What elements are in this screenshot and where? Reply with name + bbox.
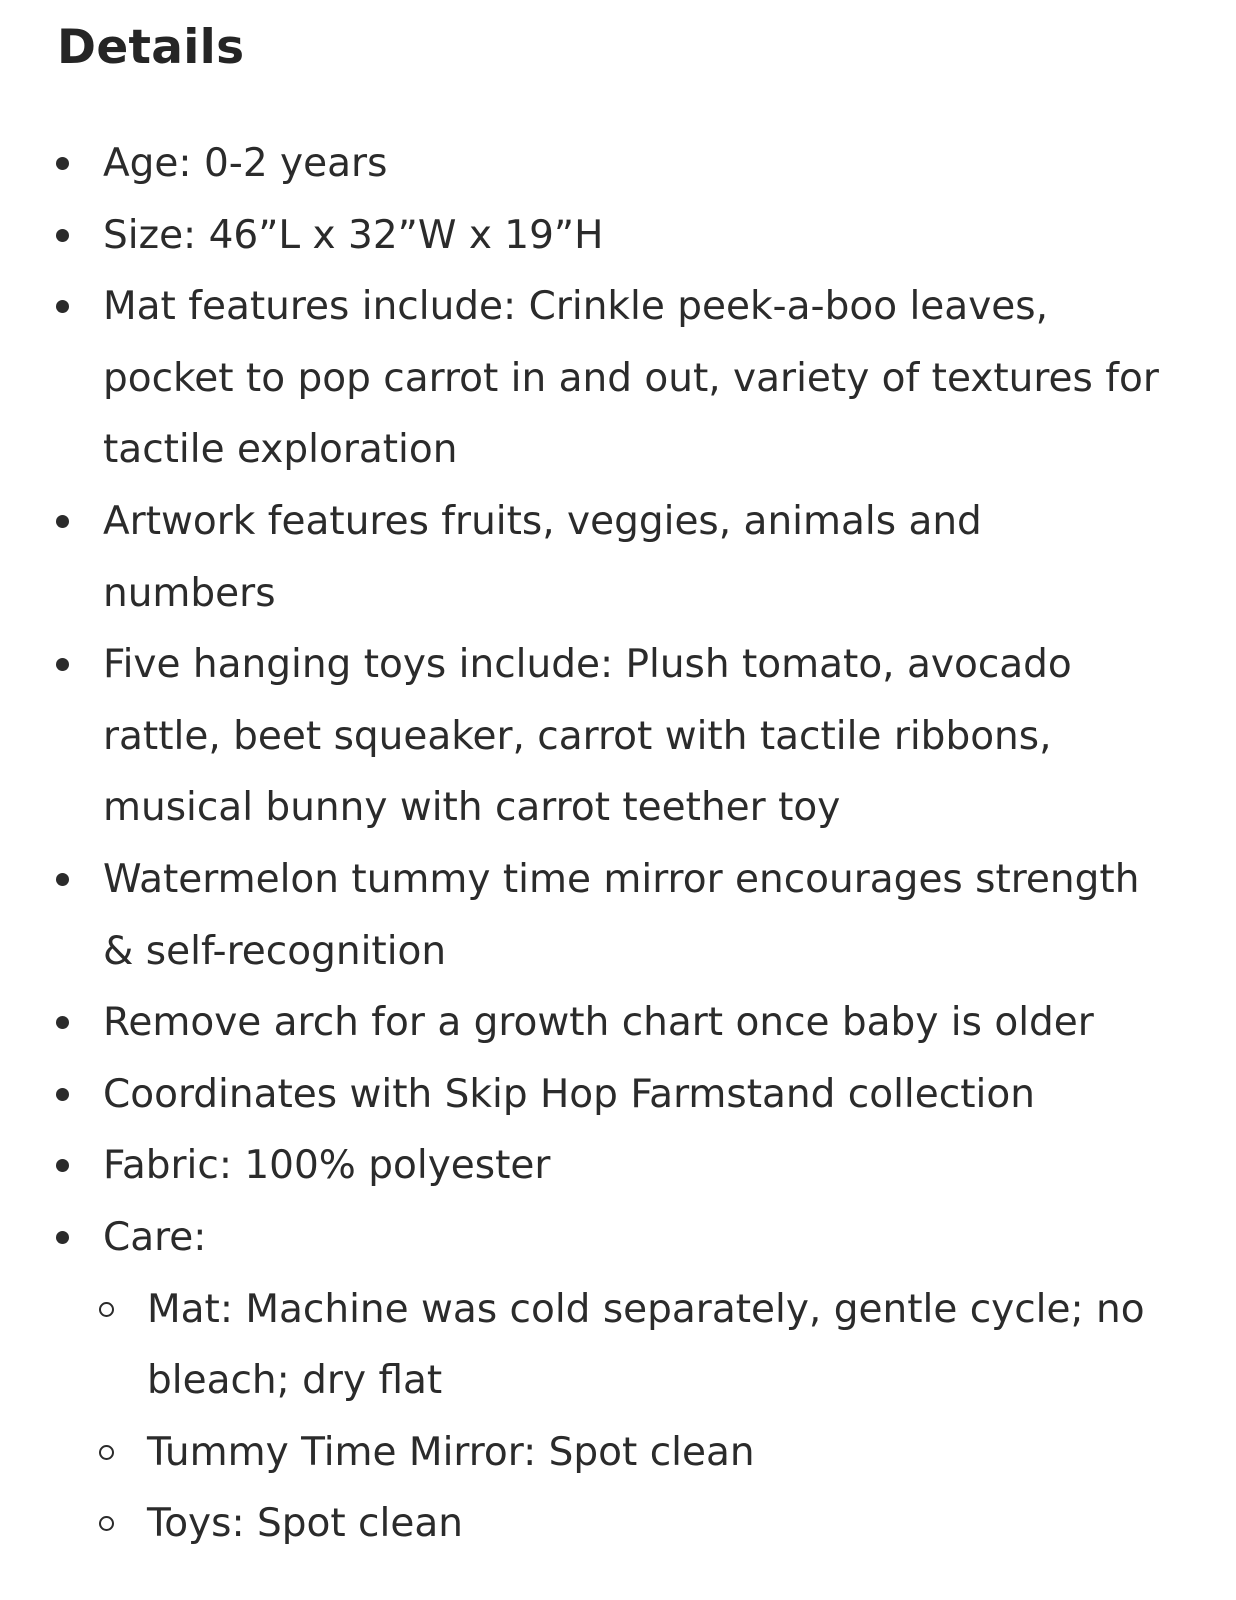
care-list-item	[0, 1202, 1160, 1560]
list-item	[0, 629, 1160, 844]
bullet-icon	[56, 515, 69, 528]
list-item-text: Mat features include: Crinkle peek-a-boo leaves, pocket to pop carrot in and out, variety of textures for tactile exploration	[103, 284, 1159, 473]
bullet-icon	[56, 658, 69, 671]
care-subitem	[103, 1274, 1160, 1417]
bullet-icon	[56, 229, 69, 242]
care-subitem-text: Mat: Machine was cold separately, gentle cycle; no bleach; dry flat	[147, 1286, 1145, 1404]
care-sublist	[103, 1274, 1160, 1560]
bullet-icon	[56, 873, 69, 886]
care-label: Care:	[103, 1214, 207, 1260]
bullet-icon	[56, 157, 69, 170]
list-item-text: Remove arch for a growth chart once baby is older	[103, 1000, 1094, 1046]
details-list	[0, 128, 1160, 1560]
list-item	[0, 486, 1160, 629]
list-item	[0, 128, 1160, 200]
hollow-bullet-icon	[99, 1516, 114, 1531]
list-item-text: Size: 46”L x 32”W x 19”H	[103, 212, 604, 258]
bullet-icon	[56, 1088, 69, 1101]
list-item-text: Age: 0-2 years	[103, 141, 388, 186]
bullet-icon	[56, 1159, 69, 1172]
list-item-text: Five hanging toys include: Plush tomato, avocado rattle, beet squeaker, carrot with tactile ribbons, musical bunny with carrot teether toy	[103, 642, 1072, 831]
list-item-text: Coordinates with Skip Hop Farmstand collection	[103, 1071, 1035, 1117]
bullet-icon	[56, 1231, 69, 1244]
list-item	[0, 844, 1160, 987]
list-item	[0, 271, 1160, 486]
list-item-text: Fabric: 100% polyester	[103, 1143, 551, 1189]
list-item	[0, 200, 1160, 272]
care-subitem	[103, 1488, 1160, 1560]
list-item-text: Watermelon tummy time mirror encourages strength & self-recognition	[103, 856, 1140, 974]
care-subitem-text: Toys: Spot clean	[147, 1501, 463, 1547]
details-heading: Details	[57, 20, 245, 75]
bullet-icon	[56, 300, 69, 313]
hollow-bullet-icon	[99, 1445, 114, 1460]
list-item	[0, 1130, 1160, 1202]
bullet-icon	[56, 1016, 69, 1029]
list-item	[0, 987, 1160, 1059]
list-item	[0, 1059, 1160, 1131]
care-subitem	[103, 1417, 1160, 1489]
hollow-bullet-icon	[99, 1302, 114, 1317]
list-item-text: Artwork features fruits, veggies, animals and numbers	[103, 498, 982, 616]
care-subitem-text: Tummy Time Mirror: Spot clean	[147, 1429, 755, 1475]
